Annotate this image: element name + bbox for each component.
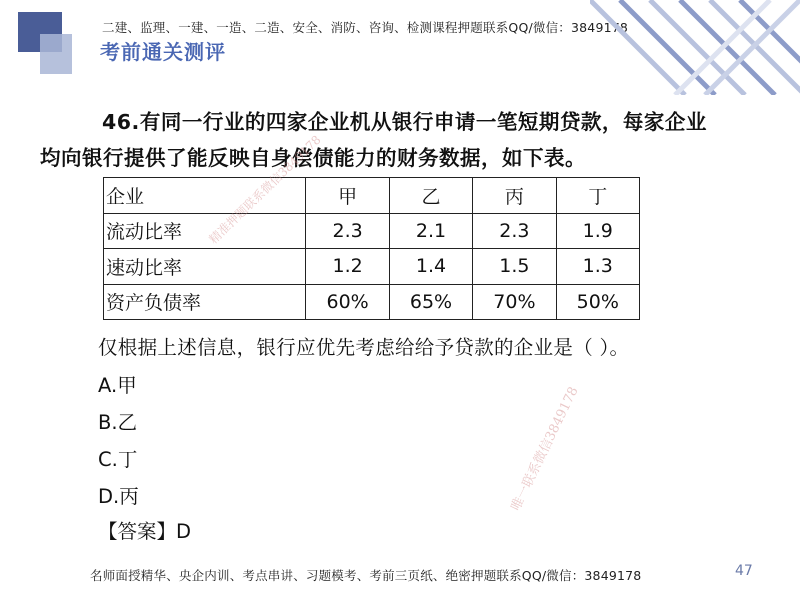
watermark-upper: 精准押题联系微信3849178 <box>206 132 324 247</box>
table-cell: 1.2 <box>306 249 389 285</box>
table-cell: 1.5 <box>473 249 556 285</box>
option-d: D.丙 <box>98 485 139 508</box>
logo-square-light <box>40 34 72 74</box>
footer-contact-line: 名师面授精华、央企内训、考点串讲、习题模考、考前三页纸、绝密押题联系QQ/微信：3849178 <box>90 568 642 583</box>
table-header-cell: 乙 <box>389 178 472 214</box>
question-stem-line-1: 46.有同一行业的四家企业机从银行申请一笔短期贷款，每家企业 <box>102 110 707 134</box>
table-header-row <box>104 178 640 214</box>
question-prompt: 仅根据上述信息，银行应优先考虑给给予贷款的企业是（ ）。 <box>98 336 630 359</box>
table-row-label: 资产负债率 <box>104 284 306 320</box>
option-b: B.乙 <box>98 411 138 434</box>
table-cell: 1.3 <box>556 249 639 285</box>
section-title: 考前通关测评 <box>100 40 226 64</box>
table-header-cell: 甲 <box>306 178 389 214</box>
table-row <box>104 213 640 249</box>
table-cell: 2.1 <box>389 213 472 249</box>
table-cell: 1.9 <box>556 213 639 249</box>
option-c: C.丁 <box>98 448 138 471</box>
question-stem-line-2: 均向银行提供了能反映自身偿债能力的财务数据，如下表。 <box>40 146 586 170</box>
option-a: A.甲 <box>98 374 137 397</box>
question-stem <box>40 104 755 176</box>
table-cell: 50% <box>556 284 639 320</box>
answer-text: 【答案】D <box>98 520 192 543</box>
table-row <box>104 249 640 285</box>
table-cell: 70% <box>473 284 556 320</box>
table-cell: 2.3 <box>473 213 556 249</box>
financial-data-table <box>103 177 640 320</box>
table-cell: 65% <box>389 284 472 320</box>
header-contact-line: 二建、监理、一建、一造、二造、安全、消防、咨询、检测课程押题联系QQ/微信：3849178 <box>102 20 629 35</box>
table-header-cell: 丙 <box>473 178 556 214</box>
table-row <box>104 284 640 320</box>
table-header-cell: 企业 <box>104 178 306 214</box>
decorative-stripes <box>590 0 800 95</box>
table-row-label: 流动比率 <box>104 213 306 249</box>
table-row-label: 速动比率 <box>104 249 306 285</box>
page-number: 47 <box>735 563 753 579</box>
watermark-lower: 唯一联系微信3849178 <box>508 384 582 514</box>
table-header-cell: 丁 <box>556 178 639 214</box>
table-cell: 2.3 <box>306 213 389 249</box>
table-cell: 1.4 <box>389 249 472 285</box>
table-cell: 60% <box>306 284 389 320</box>
